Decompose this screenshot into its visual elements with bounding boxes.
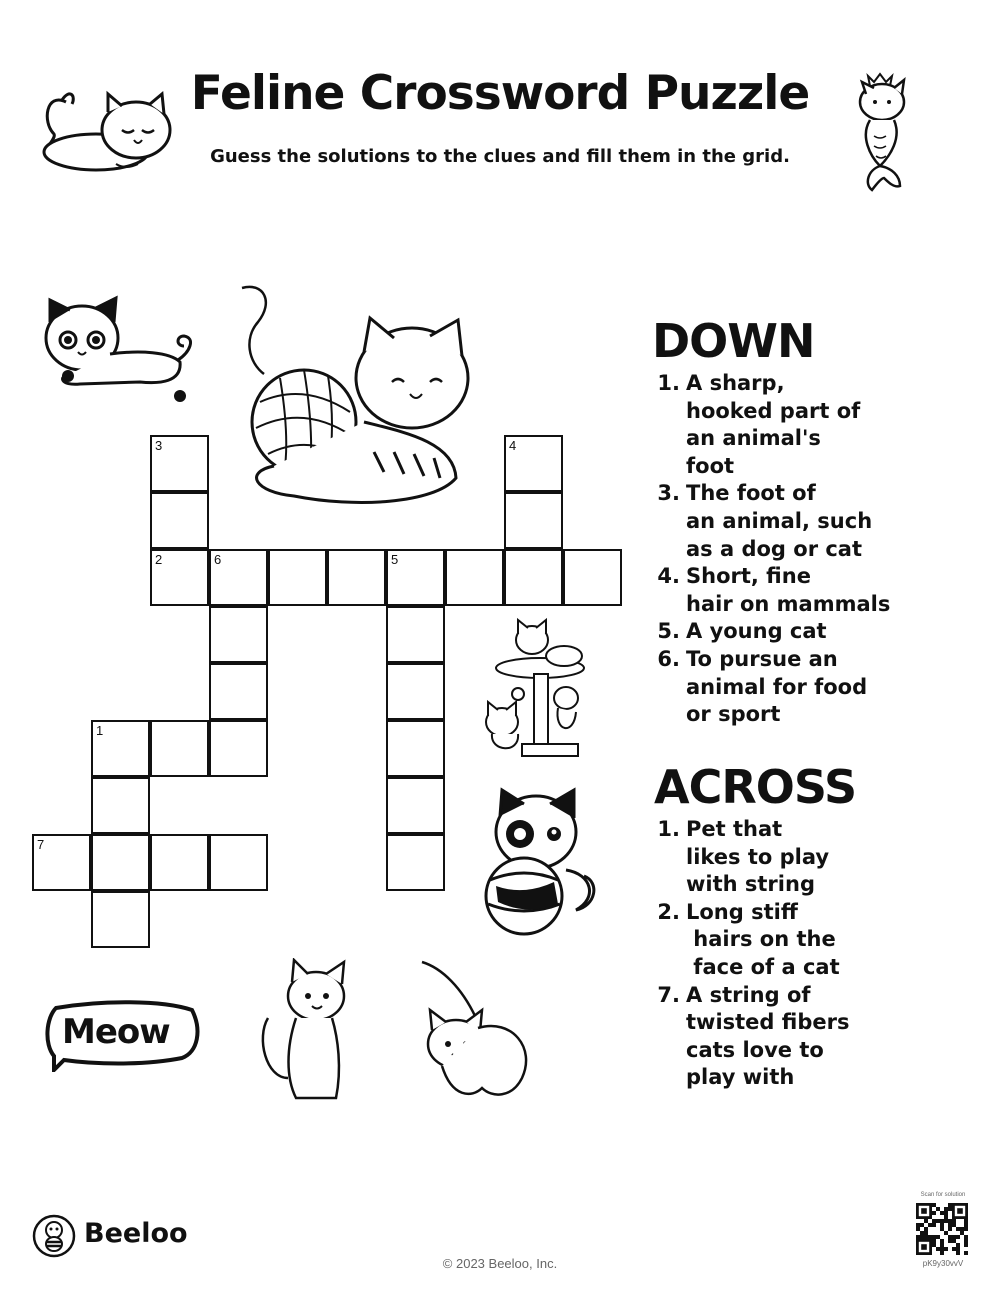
crossword-cell[interactable]: [327, 549, 386, 606]
crossword-cell[interactable]: [268, 549, 327, 606]
clue-number: 1.: [657, 817, 680, 841]
down-clue-line: [650, 618, 896, 646]
across-clue-line: [650, 926, 896, 954]
page-subtitle: Guess the solutions to the clues and fill them in the grid.: [210, 146, 790, 167]
clue-number: [650, 453, 686, 481]
down-clue-line: [650, 425, 896, 453]
qr-caption: Scan for solution: [920, 1192, 966, 1198]
across-heading: ACROSS: [654, 760, 857, 814]
clue-text: A string of: [686, 982, 811, 1007]
clue-number: 5.: [657, 619, 680, 644]
crossword-cell[interactable]: [209, 720, 268, 777]
across-clue-line: [650, 982, 896, 1010]
clue-number: [650, 536, 686, 564]
down-clue-line: [650, 563, 896, 591]
crossword-cell[interactable]: [563, 549, 622, 606]
meow-text: Meow: [62, 1012, 170, 1052]
crossword-cell[interactable]: [386, 663, 445, 720]
crossword-cell[interactable]: [386, 720, 445, 777]
clue-number: [650, 425, 686, 453]
clue-number: [650, 954, 686, 982]
crossword-cell[interactable]: [91, 720, 150, 777]
clue-text: face of a cat: [686, 954, 840, 979]
clue-number: 2.: [657, 899, 680, 924]
clue-text: hairs on the: [686, 927, 836, 952]
page-title: Feline Crossword Puzzle: [190, 66, 810, 121]
clue-text: likes to play: [686, 844, 830, 869]
crossword-cell[interactable]: [209, 606, 268, 663]
clue-number: [650, 844, 686, 872]
across-clue-line: [650, 844, 896, 872]
crossword-cell[interactable]: [150, 492, 209, 549]
clue-number: 1: [96, 723, 104, 738]
down-clue-line: [650, 453, 896, 481]
sleeping-cat-illustration: [36, 82, 176, 177]
clue-number: 3.: [657, 481, 680, 506]
clue-text: or sport: [686, 702, 781, 727]
clue-text: To pursue an: [686, 646, 838, 671]
crossword-cell[interactable]: [209, 663, 268, 720]
clue-number: 7: [37, 837, 45, 852]
clue-text: play with: [686, 1065, 795, 1090]
across-clue-line: [650, 1064, 896, 1092]
crossword-cell[interactable]: [386, 606, 445, 663]
down-heading: DOWN: [652, 314, 815, 368]
qr-code[interactable]: [916, 1203, 968, 1255]
clue-number: 3: [155, 438, 163, 453]
down-clue-line: [650, 536, 896, 564]
crossword-cell[interactable]: [445, 549, 504, 606]
clue-number: 2: [155, 552, 163, 567]
clue-number: 6: [214, 552, 222, 567]
clue-text: cats love to: [686, 1037, 824, 1062]
crossword-cell[interactable]: [386, 777, 445, 834]
down-clue-line: [650, 480, 896, 508]
clue-number: [650, 701, 686, 729]
crossword-cell[interactable]: [386, 834, 445, 891]
crossword-cell[interactable]: [504, 435, 563, 492]
clue-number: 4.: [657, 564, 680, 589]
crossword-grid: [32, 435, 632, 955]
clue-number: [650, 1037, 686, 1065]
clue-number: [650, 398, 686, 426]
clue-text: an animal, such: [686, 508, 873, 533]
across-clue-list: [650, 816, 896, 1092]
clue-number: 4: [509, 438, 517, 453]
clue-number: [650, 871, 686, 899]
clue-text: Pet that: [686, 817, 783, 841]
down-clue-line: [650, 370, 896, 398]
across-clue-line: [650, 1009, 896, 1037]
clue-text: an animal's: [686, 426, 821, 451]
clue-text: animal for food: [686, 674, 868, 699]
clue-number: [650, 926, 686, 954]
crossword-cell[interactable]: [91, 834, 150, 891]
bee-logo-icon: [32, 1214, 76, 1258]
across-clue-line: [650, 816, 896, 844]
clue-text: with string: [686, 872, 815, 897]
walking-cat-illustration: [412, 958, 542, 1108]
clue-number: 5: [391, 552, 399, 567]
running-calico-cat-illustration: [40, 292, 200, 407]
qr-code-text: pK9y30vvV: [922, 1259, 964, 1268]
clue-text: hair on mammals: [686, 591, 891, 616]
crossword-cell[interactable]: [150, 720, 209, 777]
down-clue-list: [650, 370, 896, 729]
down-clue-line: [650, 674, 896, 702]
clue-text: A sharp,: [686, 371, 785, 395]
crossword-cell[interactable]: [91, 777, 150, 834]
clue-number: 1.: [657, 371, 680, 395]
across-clue-line: [650, 899, 896, 927]
crossword-cell[interactable]: [150, 834, 209, 891]
clue-text: Short, fine: [686, 564, 811, 589]
mermaid-cat-illustration: [850, 66, 920, 196]
down-clue-line: [650, 646, 896, 674]
crossword-cell[interactable]: [504, 549, 563, 606]
clue-text: A young cat: [686, 619, 827, 644]
clue-text: The foot of: [686, 481, 816, 506]
clue-number: [650, 1009, 686, 1037]
standing-cat-illustration: [246, 958, 356, 1108]
crossword-cell[interactable]: [209, 834, 268, 891]
down-clue-line: [650, 508, 896, 536]
across-clue-line: [650, 871, 896, 899]
clue-text: Long stiff: [686, 899, 798, 924]
crossword-cell[interactable]: [386, 549, 445, 606]
crossword-cell[interactable]: [150, 549, 209, 606]
crossword-cell[interactable]: [32, 834, 91, 891]
clue-number: [650, 1064, 686, 1092]
clue-number: 7.: [657, 982, 680, 1007]
clue-text: as a dog or cat: [686, 536, 863, 561]
clue-number: [650, 508, 686, 536]
clue-number: [650, 674, 686, 702]
clue-text: foot: [686, 453, 735, 478]
down-clue-line: [650, 398, 896, 426]
clue-number: [650, 591, 686, 619]
clue-number: 6.: [657, 646, 680, 671]
crossword-cell[interactable]: [150, 435, 209, 492]
crossword-cell[interactable]: [504, 492, 563, 549]
clue-text: hooked part of: [686, 398, 861, 423]
across-clue-line: [650, 954, 896, 982]
down-clue-line: [650, 591, 896, 619]
down-clue-line: [650, 701, 896, 729]
crossword-cell[interactable]: [91, 891, 150, 948]
crossword-cell[interactable]: [209, 549, 268, 606]
clue-text: twisted fibers: [686, 1010, 850, 1035]
brand-name: Beeloo: [84, 1218, 188, 1249]
copyright: © 2023 Beeloo, Inc.: [442, 1256, 558, 1271]
across-clue-line: [650, 1037, 896, 1065]
